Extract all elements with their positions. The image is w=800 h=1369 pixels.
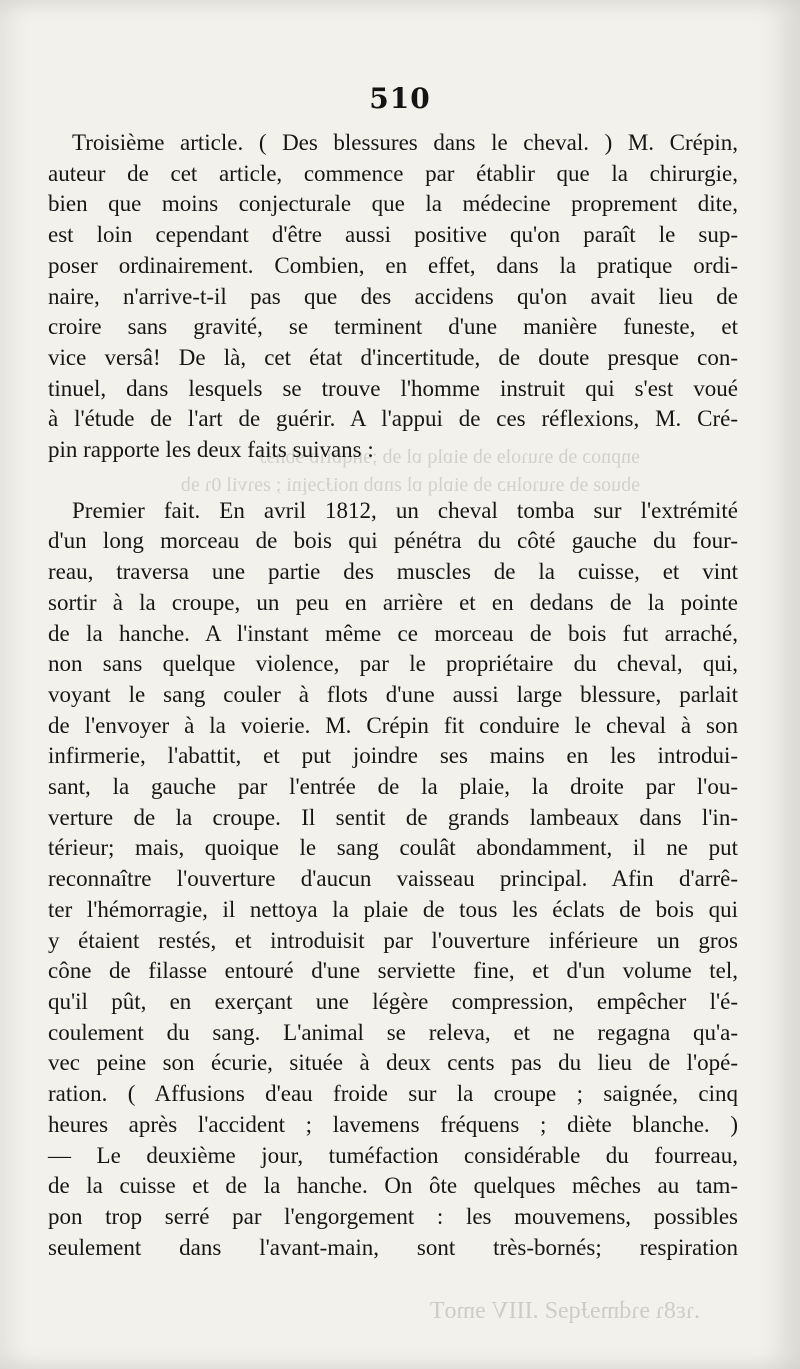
text-line: naire, n'arrive-t-il pas que des accidens qu'on avait lieu de bbox=[48, 283, 738, 309]
bleed-through-text: ɘnpnoɔ ɘb ɘɿuɿolɘ ɘb ɘiɒlq ɒl ɘb ;ɘʜqɒiɿɒ ɘbnɘɈ bbox=[258, 446, 640, 468]
bleed-through-text: .ɿɛ8ɿ ɘɿdmɘɈqɘƧ .IIIV ɘmoT bbox=[429, 1298, 700, 1324]
text-line: ter l'hémorragie, il nettoya la plaie de tous les éclats de bois qui bbox=[48, 896, 738, 922]
text-line: sant, la gauche par l'entrée de la plaie, la droite par l'ou- bbox=[48, 774, 738, 800]
text-line: de la hanche. A l'instant même ce morceau de bois fut arraché, bbox=[48, 620, 738, 646]
text-line: vec peine son écurie, située à deux cents pas du lieu de l'opé- bbox=[48, 1050, 738, 1076]
paragraph-premier-fait bbox=[48, 496, 738, 1264]
paragraph-troisieme-article bbox=[48, 128, 738, 466]
text-line: infirmerie, l'abattit, et put joindre ses mains en les introdui- bbox=[48, 743, 738, 769]
text-line: de l'envoyer à la voierie. M. Crépin fit conduire le cheval à son bbox=[48, 712, 738, 738]
text-line: auteur de cet article, commence par établir que la chirurgie, bbox=[48, 160, 738, 186]
text-line: coulement du sang. L'animal se releva, et ne regagna qu'a- bbox=[48, 1019, 738, 1045]
text-line: heures après l'accident ; lavemens fréquens ; diète blanche. ) bbox=[48, 1111, 738, 1137]
text-line: à l'étude de l'art de guérir. A l'appui de ces réflexions, M. Cré- bbox=[48, 406, 738, 432]
text-line: bien que moins conjecturale que la médecine proprement dite, bbox=[48, 191, 738, 217]
body-text bbox=[48, 128, 738, 1263]
text-line: voyant le sang couler à flots d'une aussi large blessure, parlait bbox=[48, 681, 738, 707]
text-line: Premier fait. En avril 1812, un cheval tomba sur l'extrémité bbox=[72, 497, 738, 523]
text-line: ration. ( Affusions d'eau froide sur la croupe ; saignée, cinq bbox=[48, 1081, 738, 1107]
text-line: y étaient restés, et introduisit par l'ouverture inférieure un gros bbox=[48, 927, 738, 953]
text-line: — Le deuxième jour, tuméfaction considérable du fourreau, bbox=[48, 1142, 738, 1168]
text-line: vice versâ! De là, cet état d'incertitude, de doute presque con- bbox=[48, 344, 738, 370]
text-line: reconnaître l'ouverture d'aucun vaisseau principal. Afin d'arrê- bbox=[48, 866, 738, 892]
text-line: verture de la croupe. Il sentit de grands lambeaux dans l'in- bbox=[48, 804, 738, 830]
text-line: tinuel, dans lesquels se trouve l'homme instruit qui s'est voué bbox=[48, 375, 738, 401]
text-line: qu'il pût, en exerçant une légère compression, empêcher l'é- bbox=[48, 988, 738, 1014]
text-line: Troisième article. ( Des blessures dans le cheval. ) M. Crépin, bbox=[72, 130, 738, 155]
text-line: croire sans gravité, se terminent d'une manière funeste, et bbox=[48, 314, 738, 340]
bleed-through-text: ɘbuoƨ ɘb ɘɿuɿolʜɔ ɘb ɘiɒlq ɒl ƨnɒb noiɈɔɘįni ; ƨɘɿvil 0ɿ ɘb bbox=[180, 474, 640, 496]
text-line: seulement dans l'avant-main, sont très-bornés; respiration bbox=[48, 1234, 738, 1260]
text-line: est loin cependant d'être aussi positive qu'on paraît le sup- bbox=[48, 222, 738, 248]
text-line: d'un long morceau de bois qui pénétra du côté gauche du four- bbox=[48, 528, 738, 554]
text-line: pon trop serré par l'engorgement : les mouvemens, possibles bbox=[48, 1203, 738, 1229]
page-number: 510 bbox=[369, 82, 431, 115]
text-line: de la cuisse et de la hanche. On ôte quelques mêches au tam- bbox=[48, 1173, 738, 1199]
text-line: sortir à la croupe, un peu en arrière et en dedans de la pointe bbox=[48, 589, 738, 615]
text-line: non sans quelque violence, par le propriétaire du cheval, qui, bbox=[48, 651, 738, 677]
text-line: poser ordinairement. Combien, en effet, dans la pratique ordi- bbox=[48, 252, 738, 278]
text-line: pin rapporte les deux faits suivans : bbox=[48, 437, 374, 463]
text-line: térieur; mais, quoique le sang coulât abondamment, il ne put bbox=[48, 835, 738, 861]
text-line: cône de filasse entouré d'une serviette fine, et d'un volume tel, bbox=[48, 958, 738, 984]
text-line: reau, traversa une partie des muscles de la cuisse, et vint bbox=[48, 559, 738, 585]
